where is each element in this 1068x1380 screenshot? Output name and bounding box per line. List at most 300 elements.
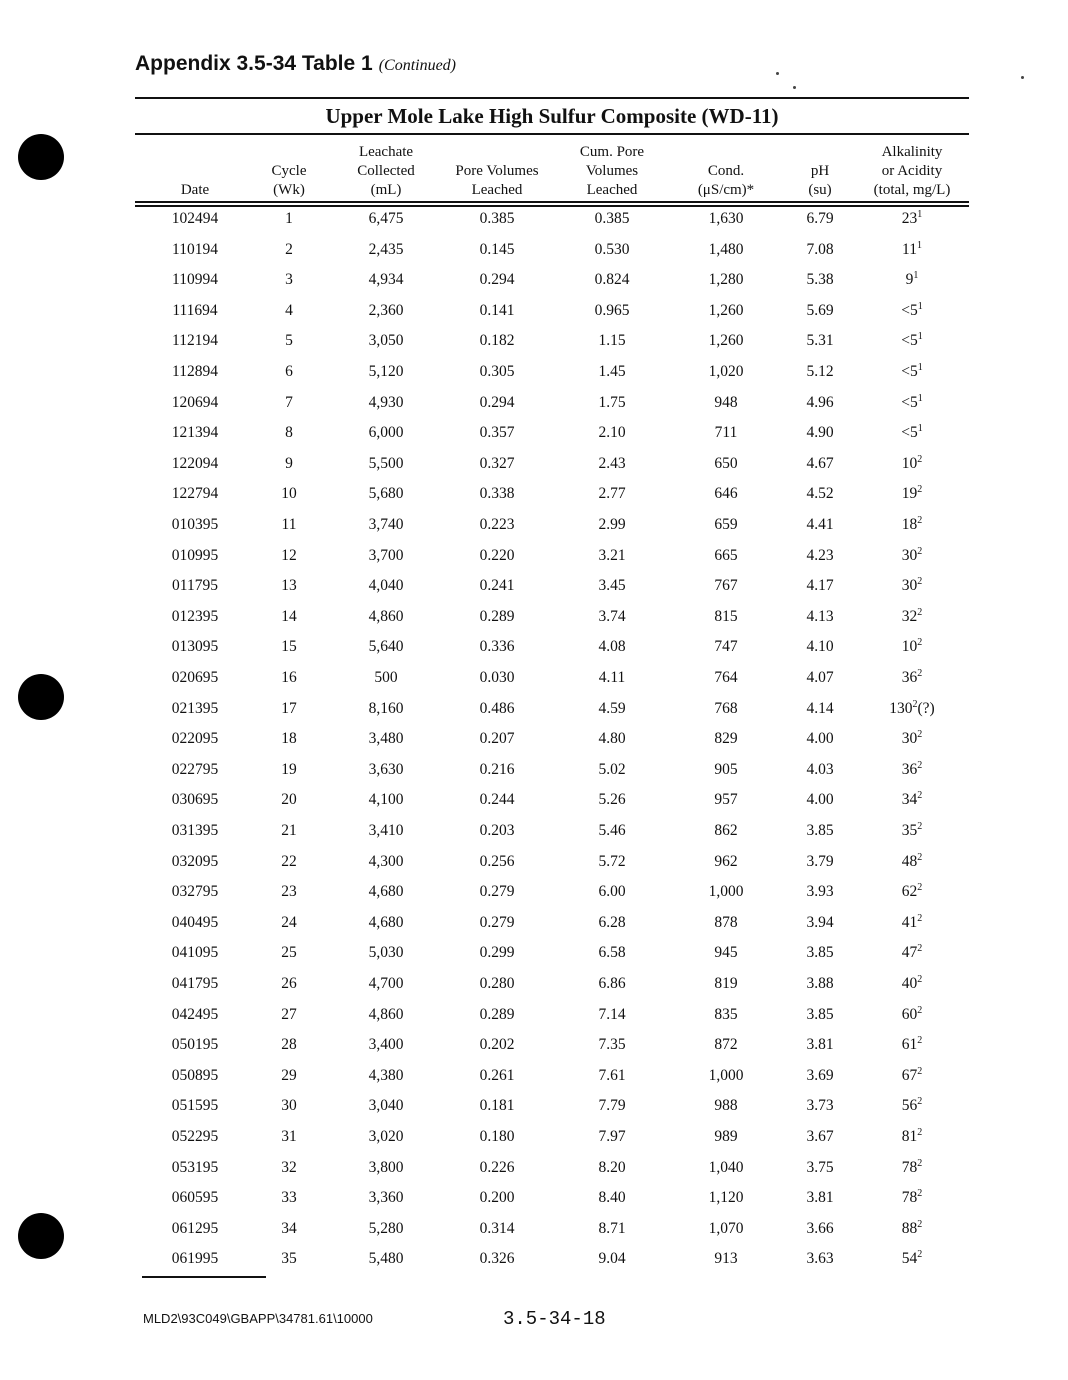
pore-volumes-cell-value: 0.241 [479, 577, 515, 595]
alkalinity-cell-value: 30 [901, 577, 918, 595]
ph-cell-value: 7.08 [806, 240, 834, 258]
alkalinity-cell-value: 9 [905, 271, 914, 289]
cum-pore-volumes-cell [562, 332, 662, 350]
cycle-cell-value: 11 [281, 516, 297, 533]
alkalinity-cell-value: 34 [901, 791, 918, 809]
cycle-cell-value: 30 [281, 1097, 297, 1115]
conductivity-cell-value: 768 [714, 699, 738, 717]
table-row [0, 1185, 923, 1215]
leachate-cell [336, 944, 436, 962]
pore-volumes-cell [442, 332, 552, 350]
ph-cell [790, 516, 850, 534]
leachate-cell-value: 4,700 [368, 975, 404, 992]
date-cell-value: 020695 [171, 669, 219, 686]
leachate-cell [336, 853, 436, 871]
pore-volumes-cell-value: 0.294 [479, 393, 515, 411]
conductivity-cell-value: 957 [714, 791, 738, 809]
cycle-cell-value: 22 [281, 852, 297, 870]
footnote-marker: 2 [917, 606, 923, 618]
alkalinity-cell-value: <5 [901, 363, 918, 380]
pore-volumes-cell-value: 0.299 [479, 944, 515, 962]
date-cell-value: 022095 [171, 730, 219, 748]
cum-pore-volumes-cell [562, 363, 662, 381]
alkalinity-cell-value: 32 [901, 607, 918, 625]
table-row [0, 849, 923, 879]
cum-pore-volumes-cell-value: 2.77 [598, 485, 626, 503]
ph-cell [790, 822, 850, 840]
leachate-cell [336, 669, 436, 687]
conductivity-cell-value: 815 [714, 607, 738, 625]
pore-volumes-cell-value: 0.294 [479, 271, 515, 289]
alkalinity-cell-value: 54 [901, 1250, 918, 1268]
date-cell [150, 455, 240, 473]
cycle-cell [259, 700, 319, 718]
cum-pore-volumes-cell-value: 5.72 [598, 852, 626, 870]
column-header-line: Date [180, 182, 210, 198]
table-row [0, 451, 923, 481]
conductivity-cell-value: 989 [714, 1128, 738, 1145]
date-cell-value: 031395 [171, 822, 219, 839]
pore-volumes-cell-value: 0.181 [479, 1097, 515, 1115]
pore-volumes-cell [442, 547, 552, 565]
pore-volumes-cell [442, 822, 552, 840]
table-row [0, 787, 923, 817]
table-row [0, 634, 923, 664]
date-cell [150, 761, 240, 779]
footnote-marker: 1 [917, 208, 923, 220]
pore-volumes-cell [442, 302, 552, 320]
conductivity-cell-value: 872 [714, 1036, 738, 1054]
conductivity-cell [676, 1097, 776, 1115]
leachate-cell-value: 5,640 [368, 638, 404, 656]
conductivity-cell [676, 638, 776, 656]
cum-pore-volumes-cell-value: 1.75 [598, 393, 626, 411]
date-cell [150, 302, 240, 320]
column-header-line: (μS/cm)* [697, 182, 755, 198]
alkalinity-cell-value: 130 [889, 699, 913, 717]
conductivity-cell [676, 608, 776, 626]
scan-speck [1021, 76, 1024, 79]
leachate-cell [336, 1006, 436, 1024]
cycle-cell-value: 32 [281, 1158, 297, 1176]
pore-volumes-cell [442, 577, 552, 595]
pore-volumes-cell [442, 1067, 552, 1085]
cum-pore-volumes-cell-value: 3.74 [598, 607, 626, 625]
cycle-cell [259, 271, 319, 289]
cycle-cell-value: 31 [281, 1128, 297, 1145]
leachate-cell-value: 500 [374, 669, 398, 686]
table-row [0, 1002, 923, 1032]
conductivity-cell-value: 1,070 [708, 1219, 744, 1237]
alkalinity-cell [857, 332, 967, 350]
date-cell-value: 112194 [172, 332, 218, 350]
conductivity-cell-value: 1,630 [708, 210, 744, 227]
date-cell-value: 122094 [171, 454, 219, 472]
alkalinity-cell-value: 19 [901, 485, 918, 503]
cum-pore-volumes-cell [562, 1220, 662, 1238]
footnote-marker: 1 [917, 392, 923, 404]
date-cell-value: 110994 [172, 271, 218, 289]
conductivity-cell [676, 302, 776, 320]
date-cell [150, 516, 240, 534]
conductivity-cell [676, 363, 776, 381]
cum-pore-volumes-cell [562, 1006, 662, 1024]
alkalinity-cell [857, 577, 967, 595]
cycle-cell [259, 944, 319, 962]
leachate-cell [336, 791, 436, 809]
table-title: Upper Mole Lake High Sulfur Composite (WD-11) [325, 104, 779, 128]
column-header-line: Cum. Pore [579, 144, 645, 160]
column-header-line: pH [810, 163, 830, 179]
cum-pore-volumes-cell [562, 1128, 662, 1146]
column-header [336, 142, 436, 200]
conductivity-cell [676, 944, 776, 962]
alkalinity-cell [857, 914, 967, 932]
cum-pore-volumes-cell-value: 7.79 [598, 1097, 626, 1115]
footnote-marker: 2 [917, 790, 923, 802]
footnote-marker: 2 [917, 576, 923, 588]
date-cell-value: 030695 [171, 791, 219, 809]
date-cell [150, 271, 240, 289]
cum-pore-volumes-cell [562, 700, 662, 718]
conductivity-cell-value: 764 [714, 669, 738, 686]
conductivity-cell [676, 1220, 776, 1238]
leachate-cell [336, 210, 436, 228]
cycle-cell [259, 608, 319, 626]
cycle-cell-value: 10 [281, 485, 297, 503]
alkalinity-cell-value: 60 [901, 1005, 918, 1023]
cum-pore-volumes-cell [562, 1036, 662, 1054]
conductivity-cell [676, 210, 776, 228]
table-row [0, 1246, 923, 1276]
pore-volumes-cell [442, 485, 552, 503]
date-cell-value: 051595 [171, 1097, 219, 1115]
cycle-cell-value: 23 [281, 883, 297, 901]
conductivity-cell-value: 1,260 [708, 332, 744, 350]
alkalinity-cell [857, 363, 967, 381]
date-cell [150, 424, 240, 442]
ph-cell-value: 4.96 [806, 393, 834, 411]
table-row [0, 237, 922, 267]
alkalinity-cell-value: 18 [901, 516, 918, 533]
pore-volumes-cell-value: 0.280 [479, 975, 515, 992]
conductivity-cell [676, 822, 776, 840]
cum-pore-volumes-cell-value: 9.04 [598, 1250, 626, 1268]
ph-cell [790, 363, 850, 381]
cum-pore-volumes-cell-value: 2.10 [598, 424, 626, 442]
cycle-cell-value: 14 [281, 607, 297, 625]
alkalinity-cell [857, 608, 967, 626]
cum-pore-volumes-cell [562, 638, 662, 656]
cycle-cell [259, 210, 319, 228]
conductivity-cell-value: 962 [714, 852, 738, 870]
column-header-line: (su) [808, 182, 832, 198]
page-title: Appendix 3.5-34 Table 1 [135, 52, 373, 75]
alkalinity-cell-value: <5 [901, 301, 918, 319]
cum-pore-volumes-cell-value: 2.99 [598, 516, 626, 533]
ph-cell-value: 3.81 [806, 1036, 834, 1054]
leachate-cell-value: 6,000 [368, 424, 404, 442]
cycle-cell-value: 9 [285, 454, 293, 472]
footnote-marker: 1 [917, 361, 923, 373]
alkalinity-cell [857, 883, 967, 901]
leachate-cell-value: 5,500 [368, 454, 404, 472]
alkalinity-cell [857, 394, 967, 412]
cycle-cell-value: 12 [281, 546, 297, 564]
ph-cell [790, 424, 850, 442]
table-row [0, 512, 923, 542]
alkalinity-cell-value: 78 [901, 1189, 918, 1207]
table-row [0, 879, 923, 909]
alkalinity-cell-value: 47 [901, 944, 918, 962]
cum-pore-volumes-cell [562, 1159, 662, 1177]
cycle-cell [259, 1036, 319, 1054]
conductivity-cell [676, 394, 776, 412]
pore-volumes-cell [442, 394, 552, 412]
leachate-cell [336, 302, 436, 320]
cum-pore-volumes-cell-value: 4.80 [598, 730, 626, 748]
ph-cell-value: 4.23 [806, 546, 834, 564]
cycle-cell-value: 4 [285, 301, 293, 319]
conductivity-cell-value: 878 [714, 913, 738, 931]
date-cell-value: 053195 [171, 1158, 219, 1176]
alkalinity-cell-value: 56 [901, 1097, 918, 1115]
cum-pore-volumes-cell [562, 853, 662, 871]
date-cell-value: 102494 [171, 210, 219, 227]
cum-pore-volumes-cell-value: 8.20 [598, 1158, 626, 1176]
leachate-cell [336, 730, 436, 748]
leachate-cell-value: 5,480 [368, 1250, 404, 1268]
conductivity-cell [676, 669, 776, 687]
table-row [0, 206, 923, 236]
date-cell-value: 040495 [171, 913, 219, 931]
cum-pore-volumes-cell-value: 6.00 [598, 883, 626, 901]
table-row [0, 390, 923, 420]
pore-volumes-cell [442, 1250, 552, 1268]
date-cell-value: 013095 [171, 638, 219, 656]
date-cell-value: 011795 [172, 577, 218, 595]
date-cell [150, 332, 240, 350]
alkalinity-cell [857, 455, 967, 473]
date-cell [150, 1006, 240, 1024]
date-cell [150, 1036, 240, 1054]
footnote-marker: 1 [917, 423, 923, 435]
cum-pore-volumes-cell-value: 2.43 [598, 454, 626, 472]
leachate-cell-value: 5,680 [368, 485, 404, 503]
top-rule [135, 97, 969, 99]
pore-volumes-cell-value: 0.216 [479, 760, 515, 778]
date-cell-value: 112894 [172, 363, 218, 380]
ph-cell-value: 4.67 [806, 454, 834, 472]
alkalinity-cell [857, 1220, 967, 1238]
alkalinity-cell-value: 35 [901, 822, 918, 839]
cycle-cell [259, 241, 319, 259]
ph-cell [790, 700, 850, 718]
date-cell-value: 041795 [171, 975, 219, 992]
leachate-cell [336, 394, 436, 412]
date-cell [150, 547, 240, 565]
alkalinity-cell [857, 730, 967, 748]
pore-volumes-cell-value: 0.256 [479, 852, 515, 870]
cum-pore-volumes-cell [562, 241, 662, 259]
cum-pore-volumes-cell [562, 761, 662, 779]
cycle-cell-value: 8 [285, 424, 293, 442]
cycle-cell-value: 2 [285, 240, 293, 258]
conductivity-cell-value: 1,020 [708, 363, 744, 380]
pore-volumes-cell-value: 0.203 [479, 822, 515, 839]
scan-speck [793, 86, 796, 89]
cycle-cell [259, 1097, 319, 1115]
table-row [0, 818, 923, 848]
pore-volumes-cell [442, 1159, 552, 1177]
conductivity-cell [676, 791, 776, 809]
date-cell [150, 1097, 240, 1115]
conductivity-cell-value: 1,120 [708, 1189, 744, 1207]
table-row [0, 1124, 923, 1154]
pore-volumes-cell [442, 1128, 552, 1146]
pore-volumes-cell [442, 1097, 552, 1115]
table-row [0, 940, 923, 970]
continued-note: (Continued) [378, 57, 457, 74]
cycle-cell [259, 1220, 319, 1238]
cum-pore-volumes-cell [562, 1097, 662, 1115]
alkalinity-cell-value: 36 [901, 760, 918, 778]
leachate-cell [336, 547, 436, 565]
conductivity-cell [676, 1006, 776, 1024]
leachate-cell [336, 424, 436, 442]
cycle-cell [259, 791, 319, 809]
conductivity-cell [676, 241, 776, 259]
ph-cell [790, 883, 850, 901]
leachate-cell [336, 761, 436, 779]
leachate-cell [336, 1067, 436, 1085]
alkalinity-cell [857, 241, 967, 259]
leachate-cell [336, 1036, 436, 1054]
leachate-cell [336, 271, 436, 289]
date-cell [150, 669, 240, 687]
leachate-cell [336, 241, 436, 259]
column-header-line: (Wk) [273, 182, 305, 198]
ph-cell [790, 485, 850, 503]
ph-cell [790, 669, 850, 687]
alkalinity-cell [857, 424, 967, 442]
conductivity-cell-value: 650 [714, 454, 738, 472]
leachate-cell [336, 516, 436, 534]
pore-volumes-cell [442, 638, 552, 656]
alkalinity-cell [857, 485, 967, 503]
date-cell [150, 1189, 240, 1207]
cum-pore-volumes-cell-value: 0.965 [594, 301, 630, 319]
alkalinity-cell-value: 62 [901, 883, 918, 901]
pore-volumes-cell [442, 914, 552, 932]
ph-cell [790, 638, 850, 656]
table-row [0, 359, 923, 389]
cycle-cell [259, 822, 319, 840]
ph-cell [790, 1189, 850, 1207]
footnote-marker: 2 [917, 514, 923, 526]
footnote-marker: 2 [917, 820, 923, 832]
column-header-line: Pore Volumes [455, 163, 539, 179]
ph-cell-value: 3.69 [806, 1066, 834, 1084]
cycle-cell [259, 455, 319, 473]
column-header-line: Leachate [358, 144, 414, 160]
date-cell [150, 1220, 240, 1238]
cycle-cell-value: 19 [281, 760, 297, 778]
leachate-cell-value: 3,800 [368, 1158, 404, 1176]
pore-volumes-cell [442, 516, 552, 534]
leachate-cell [336, 638, 436, 656]
cycle-cell [259, 547, 319, 565]
ph-cell [790, 1159, 850, 1177]
pore-volumes-cell-value: 0.261 [479, 1066, 515, 1084]
ph-cell-value: 4.90 [806, 424, 834, 442]
cum-pore-volumes-cell [562, 730, 662, 748]
pore-volumes-cell-value: 0.357 [479, 424, 515, 442]
leachate-cell-value: 4,300 [368, 852, 404, 870]
title-rule [135, 133, 969, 135]
date-cell [150, 944, 240, 962]
ph-cell-value: 6.79 [806, 210, 834, 227]
pore-volumes-cell [442, 455, 552, 473]
pore-volumes-cell-value: 0.182 [479, 332, 515, 350]
leachate-cell [336, 455, 436, 473]
cycle-cell-value: 25 [281, 944, 297, 962]
cum-pore-volumes-cell-value: 3.21 [598, 546, 626, 564]
cum-pore-volumes-cell [562, 791, 662, 809]
date-cell [150, 1159, 240, 1177]
alkalinity-cell [857, 516, 967, 534]
leachate-cell-value: 2,435 [368, 240, 404, 258]
cum-pore-volumes-cell-value: 4.08 [598, 638, 626, 656]
cum-pore-volumes-cell [562, 210, 662, 228]
ph-cell-value: 5.38 [806, 271, 834, 289]
leachate-cell-value: 3,630 [368, 760, 404, 778]
ph-cell [790, 853, 850, 871]
alkalinity-cell-value: 88 [901, 1219, 918, 1237]
table-row [0, 267, 919, 297]
column-header-line: Cond. [707, 163, 745, 179]
alkalinity-cell [857, 1189, 967, 1207]
cycle-cell-value: 27 [281, 1005, 297, 1023]
cum-pore-volumes-cell [562, 883, 662, 901]
cum-pore-volumes-cell-value: 6.28 [598, 913, 626, 931]
footnote-marker: 2 [917, 1249, 923, 1261]
conductivity-cell [676, 332, 776, 350]
cum-pore-volumes-cell [562, 1067, 662, 1085]
cycle-cell-value: 1 [285, 210, 293, 227]
cycle-cell-value: 34 [281, 1219, 297, 1237]
cum-pore-volumes-cell [562, 944, 662, 962]
date-cell [150, 210, 240, 228]
cum-pore-volumes-cell-value: 7.35 [598, 1036, 626, 1054]
cycle-cell [259, 638, 319, 656]
ph-cell [790, 455, 850, 473]
column-header [790, 142, 850, 200]
cycle-cell [259, 1067, 319, 1085]
cycle-cell-value: 17 [281, 699, 297, 717]
leachate-cell [336, 1128, 436, 1146]
cycle-cell [259, 424, 319, 442]
leachate-cell-value: 4,380 [368, 1066, 404, 1084]
leachate-cell-value: 4,680 [368, 883, 404, 901]
cycle-cell-value: 35 [281, 1250, 297, 1268]
conductivity-cell-value: 819 [714, 975, 738, 992]
leachate-cell-value: 4,860 [368, 607, 404, 625]
footnote-marker: 2 [917, 882, 923, 894]
ph-cell-value: 4.00 [806, 791, 834, 809]
ph-cell-value: 4.07 [806, 669, 834, 686]
ph-cell [790, 730, 850, 748]
